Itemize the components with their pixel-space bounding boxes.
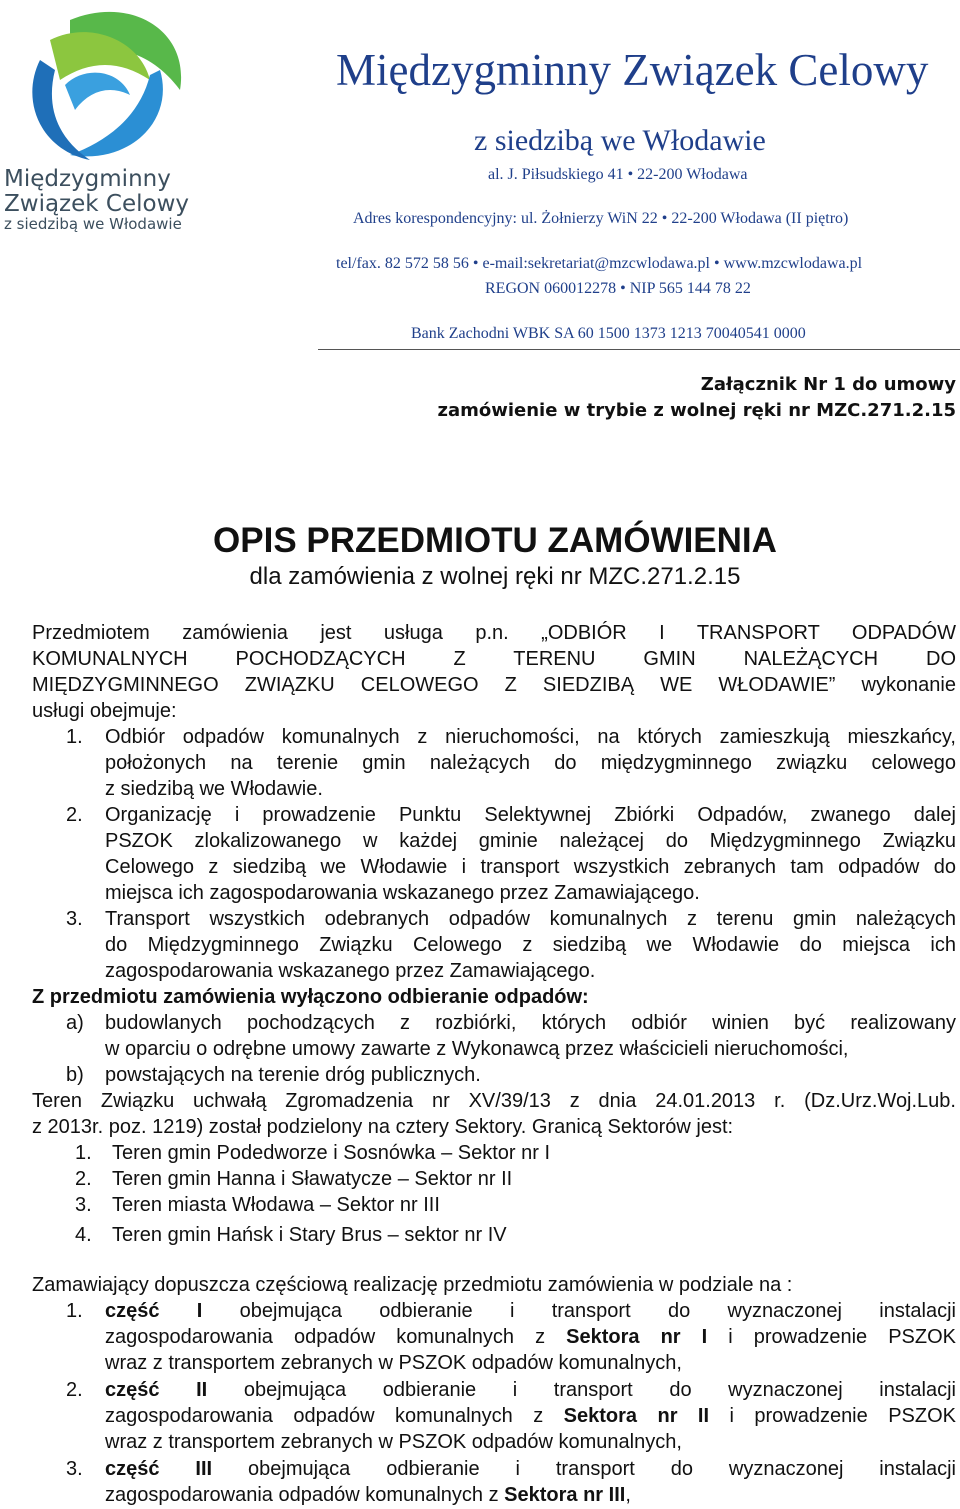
- part-name: część II: [105, 1379, 208, 1401]
- intro-line: Przedmiotem zamówienia jest usługa p.n. „ODBIÓR I TRANSPORT ODPADÓW: [32, 622, 956, 644]
- list-line: Organizację i prowadzenie Punktu Selektywnej Zbiórki Odpadów, zwanego dalej: [105, 804, 956, 826]
- intro-line: KOMUNALNYCH POCHODZĄCYCH Z TERENU GMIN NALEŻĄCYCH DO: [32, 648, 956, 670]
- list-item: [32, 1377, 956, 1455]
- list-number: 1.: [66, 1300, 83, 1322]
- list-item: [32, 1166, 956, 1192]
- organization-subtitle: z siedzibą we Włodawie: [474, 124, 766, 157]
- list-letter: a): [66, 1012, 84, 1034]
- part-text: obejmująca odbieranie i transport do wyznaczonej instalacji: [243, 1379, 956, 1401]
- list-line: w oparciu o odrębne umowy zawarte z Wykonawcą przez właścicieli nieruchomości,: [105, 1038, 849, 1060]
- list-number: 3.: [66, 908, 83, 930]
- part-text: zagospodarowania odpadów komunalnych z: [105, 1484, 505, 1506]
- list-number: 2.: [66, 1379, 83, 1401]
- logo-line-3: z siedzibą we Włodawie: [4, 215, 182, 233]
- part-text: i prowadzenie PSZOK: [707, 1326, 956, 1348]
- list-line: [105, 1403, 956, 1429]
- list-line: [105, 1482, 956, 1508]
- part-text: ,: [625, 1484, 631, 1506]
- list-line: z siedzibą we Włodawie.: [105, 778, 323, 800]
- list-line: [105, 1298, 956, 1324]
- list-item: [32, 1062, 956, 1088]
- list-number: 2.: [66, 804, 83, 826]
- sector-name: Sektora nr II: [563, 1405, 710, 1427]
- part-text: obejmująca odbieranie i transport do wyznaczonej instalacji: [239, 1300, 956, 1322]
- list-line: [105, 1324, 956, 1350]
- list-number: 3.: [75, 1194, 92, 1216]
- exclusion-heading: Z przedmiotu zamówienia wyłączono odbieranie odpadów:: [32, 986, 589, 1008]
- list-line: Celowego z siedzibą we Włodawie i transport wszystkich zebranych tam odpadów do: [105, 856, 956, 878]
- list-item: [32, 1222, 956, 1248]
- list-line: miejsca ich zagospodarowania wskazanego przez Zamawiającego.: [105, 882, 700, 904]
- sector-name: Sektora nr I: [566, 1326, 708, 1348]
- logo-swirl-icon: [0, 0, 200, 170]
- scope-list: [32, 724, 956, 984]
- logo-line-2: Związek Celowy: [4, 191, 189, 217]
- list-item: [32, 1456, 956, 1508]
- organization-title: Międzygminny Związek Celowy: [336, 45, 929, 95]
- intro-paragraph: [32, 620, 956, 724]
- contact-line: tel/fax. 82 572 58 56 • e-mail:sekretariat@mzcwlodawa.pl • www.mzcwlodawa.pl: [336, 255, 863, 272]
- list-item: [32, 1192, 956, 1218]
- list-line: zagospodarowania wskazanego przez Zamawiającego.: [105, 960, 596, 982]
- bank-account-line: Bank Zachodni WBK SA 60 1500 1373 1213 70040541 0000: [411, 325, 806, 342]
- correspondence-line: Adres korespondencyjny: ul. Żołnierzy WiN 22 • 22-200 Włodawa (II piętro): [353, 210, 849, 227]
- part-text: zagospodarowania odpadów komunalnych z: [105, 1405, 564, 1427]
- sectors-list: [32, 1140, 956, 1248]
- list-line: położonych na terenie gmin należących do międzygminnego związku celowego: [105, 752, 956, 774]
- list-letter: b): [66, 1064, 84, 1086]
- list-number: 1.: [66, 726, 83, 748]
- document-subtitle: dla zamówienia z wolnej ręki nr MZC.271.2.15: [249, 563, 741, 590]
- intro-line: MIĘDZYGMINNEGO ZWIĄZKU CELOWEGO Z SIEDZIBĄ WE WŁODAWIE” wykonanie: [32, 674, 956, 696]
- logo: [0, 0, 200, 240]
- sectors-paragraph: [32, 1088, 956, 1140]
- logo-line-1: Międzygminny: [4, 166, 171, 192]
- list-line: Transport wszystkich odebranych odpadów komunalnych z terenu gmin należących: [105, 908, 956, 930]
- logo-text: [4, 168, 189, 232]
- sector-text: Teren gmin Hańsk i Stary Brus – sektor nr IV: [112, 1224, 507, 1246]
- attachment-reference: zamówienie w trybie z wolnej ręki nr MZC.271.2.15: [437, 400, 956, 421]
- sectors-line: z 2013r. poz. 1219) został podzielony na cztery Sektory. Granicą Sektorów jest:: [32, 1116, 734, 1138]
- list-item: [32, 1298, 956, 1376]
- sector-name: Sektora nr III: [504, 1484, 626, 1506]
- list-line: budowlanych pochodzących z rozbiórki, których odbiór winien być realizowany: [105, 1012, 956, 1034]
- part-text: zagospodarowania odpadów komunalnych z: [105, 1326, 567, 1348]
- sector-text: Teren miasta Włodawa – Sektor nr III: [112, 1194, 440, 1216]
- sectors-line: Teren Związku uchwałą Zgromadzenia nr XV/39/13 z dnia 24.01.2013 r. (Dz.Urz.Woj.Lub.: [32, 1090, 956, 1112]
- list-number: 4.: [75, 1224, 92, 1246]
- list-number: 1.: [75, 1142, 92, 1164]
- list-line: Odbiór odpadów komunalnych z nieruchomości, na których zamieszkują mieszkańcy,: [105, 726, 956, 748]
- list-item: [32, 724, 956, 802]
- list-line: [105, 1456, 956, 1482]
- list-item: [32, 906, 956, 984]
- sector-text: Teren gmin Hanna i Sławatycze – Sektor nr II: [112, 1168, 513, 1190]
- attachment-label: Załącznik Nr 1 do umowy: [700, 374, 956, 395]
- list-number: 2.: [75, 1168, 92, 1190]
- sector-text: Teren gmin Podedworze i Sosnówka – Sektor nr I: [112, 1142, 550, 1164]
- list-item: [32, 1010, 956, 1062]
- list-item: [32, 802, 956, 906]
- address-line: al. J. Piłsudskiego 41 • 22-200 Włodawa: [488, 166, 748, 183]
- parts-list: [32, 1298, 956, 1508]
- list-line: do Międzygminnego Związku Celowego z siedzibą we Włodawie do miejsca ich: [105, 934, 956, 956]
- part-text: obejmująca odbieranie i transport do wyznaczonej instalacji: [248, 1458, 956, 1480]
- document-body: [32, 620, 956, 1508]
- list-line: wraz z transportem zebranych w PSZOK odpadów komunalnych,: [105, 1352, 682, 1374]
- list-item: [32, 1140, 956, 1166]
- list-number: 3.: [66, 1458, 83, 1480]
- list-line: wraz z transportem zebranych w PSZOK odpadów komunalnych,: [105, 1431, 682, 1453]
- list-line: PSZOK zlokalizowanego w każdej gminie należącej do Międzygminnego Związku: [105, 830, 956, 852]
- part-name: część I: [105, 1300, 203, 1322]
- part-name: część III: [105, 1458, 213, 1480]
- regon-nip-line: REGON 060012278 • NIP 565 144 78 22: [485, 280, 751, 297]
- exclusion-list: [32, 1010, 956, 1088]
- list-line: powstających na terenie dróg publicznych.: [105, 1064, 481, 1086]
- header-divider: [318, 349, 960, 350]
- intro-line: usługi obejmuje:: [32, 700, 177, 722]
- part-text: i prowadzenie PSZOK: [709, 1405, 956, 1427]
- parts-intro: Zamawiający dopuszcza częściową realizację przedmiotu zamówienia w podziale na :: [32, 1274, 793, 1296]
- list-line: [105, 1377, 956, 1403]
- document-title: OPIS PRZEDMIOTU ZAMÓWIENIA: [213, 521, 777, 560]
